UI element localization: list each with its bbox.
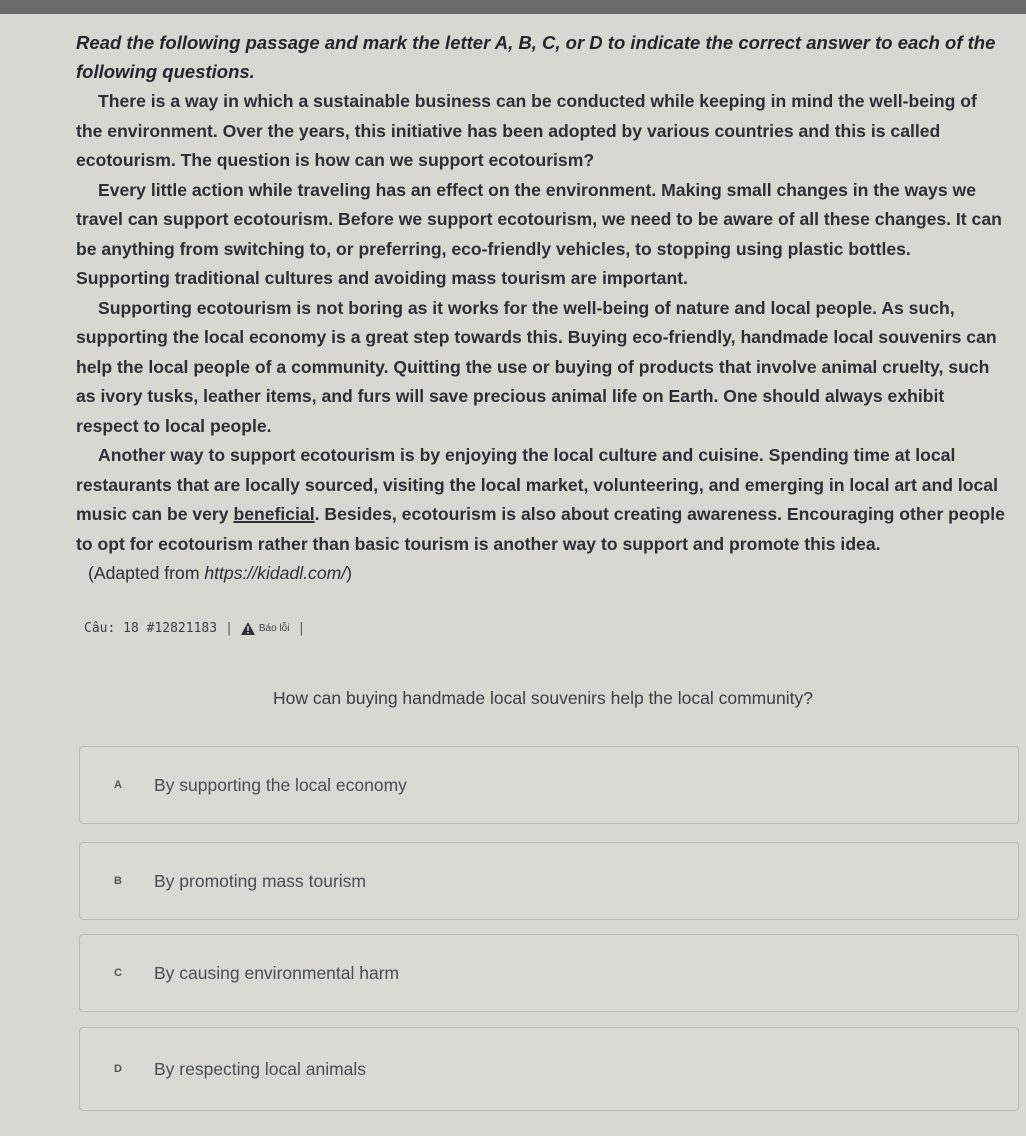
option-text: By supporting the local economy <box>154 774 407 795</box>
option-d[interactable] <box>79 1027 1019 1111</box>
report-error-label: Báo lỗi <box>258 623 290 634</box>
paragraph-4 <box>76 441 1008 559</box>
option-text: By promoting mass tourism <box>154 870 367 891</box>
paragraph-4-start: Another way to support ecotourism is by enjoying the local culture and cuisine. Spending time at local restaurants that are locally sourced, visiting the local market, volunteering, and emerging in local art and local music can be very <box>76 445 998 524</box>
option-a[interactable] <box>79 746 1019 824</box>
paragraph-2: Every little action while traveling has an effect on the environment. Making small changes in the ways we travel can support ecotourism. Before we support ecotourism, we need to be aware of all these changes. It can be anything from switching to, or preferring, eco-friendly vehicles, to stopping using plastic bottles. Supporting traditional cultures and avoiding mass tourism are important. <box>76 179 1002 288</box>
question-id: Câu: 18 #12821183 <box>84 621 218 636</box>
separator-2: | <box>297 621 306 636</box>
source-url[interactable]: https://kidadl.com/ <box>204 563 347 583</box>
question-meta <box>84 621 305 636</box>
paragraph-4-end: . Besides, ecotourism is also about creating awareness. Encouraging other people to opt for ecotourism rather than basic tourism is another way to support and promote this idea. <box>76 504 1005 554</box>
paragraph-3: Supporting ecotourism is not boring as it works for the well-being of nature and local people. As such, supporting the local economy is a great step towards this. Buying eco-friendly, handmade local souvenirs can help the local people of a community. Quitting the use or buying of products that involve animal cruelty, such as ivory tusks, leather items, and furs will save precious animal life on Earth. One should always exhibit respect to local people. <box>76 297 997 436</box>
source-prefix: (Adapted from <box>88 563 205 583</box>
separator: | <box>225 621 233 636</box>
top-bezel <box>0 0 1026 14</box>
option-c[interactable] <box>79 934 1019 1012</box>
source-suffix: ) <box>346 563 353 583</box>
option-letter: D <box>114 1063 122 1075</box>
report-error-button[interactable] <box>241 622 290 635</box>
question-text: How can buying handmade local souvenirs help the local community? <box>273 688 813 708</box>
option-text: By respecting local animals <box>154 1058 367 1079</box>
keyword-beneficial: beneficial <box>233 504 315 524</box>
option-letter: B <box>114 875 122 887</box>
option-b[interactable] <box>79 842 1019 920</box>
option-letter: A <box>114 779 122 791</box>
reading-passage <box>76 87 1008 589</box>
source-citation <box>76 559 1008 589</box>
option-letter: C <box>114 967 122 979</box>
instructions: Read the following passage and mark the letter A, B, C, or D to indicate the correct answer to each of the following questions. <box>76 32 996 82</box>
warning-triangle-icon <box>241 622 255 635</box>
paragraph-1: There is a way in which a sustainable business can be conducted while keeping in mind the well-being of the environment. Over the years, this initiative has been adopted by various countries and this is called ecotourism. The question is how can we support ecotourism? <box>76 91 977 170</box>
option-text: By causing environmental harm <box>154 962 400 983</box>
